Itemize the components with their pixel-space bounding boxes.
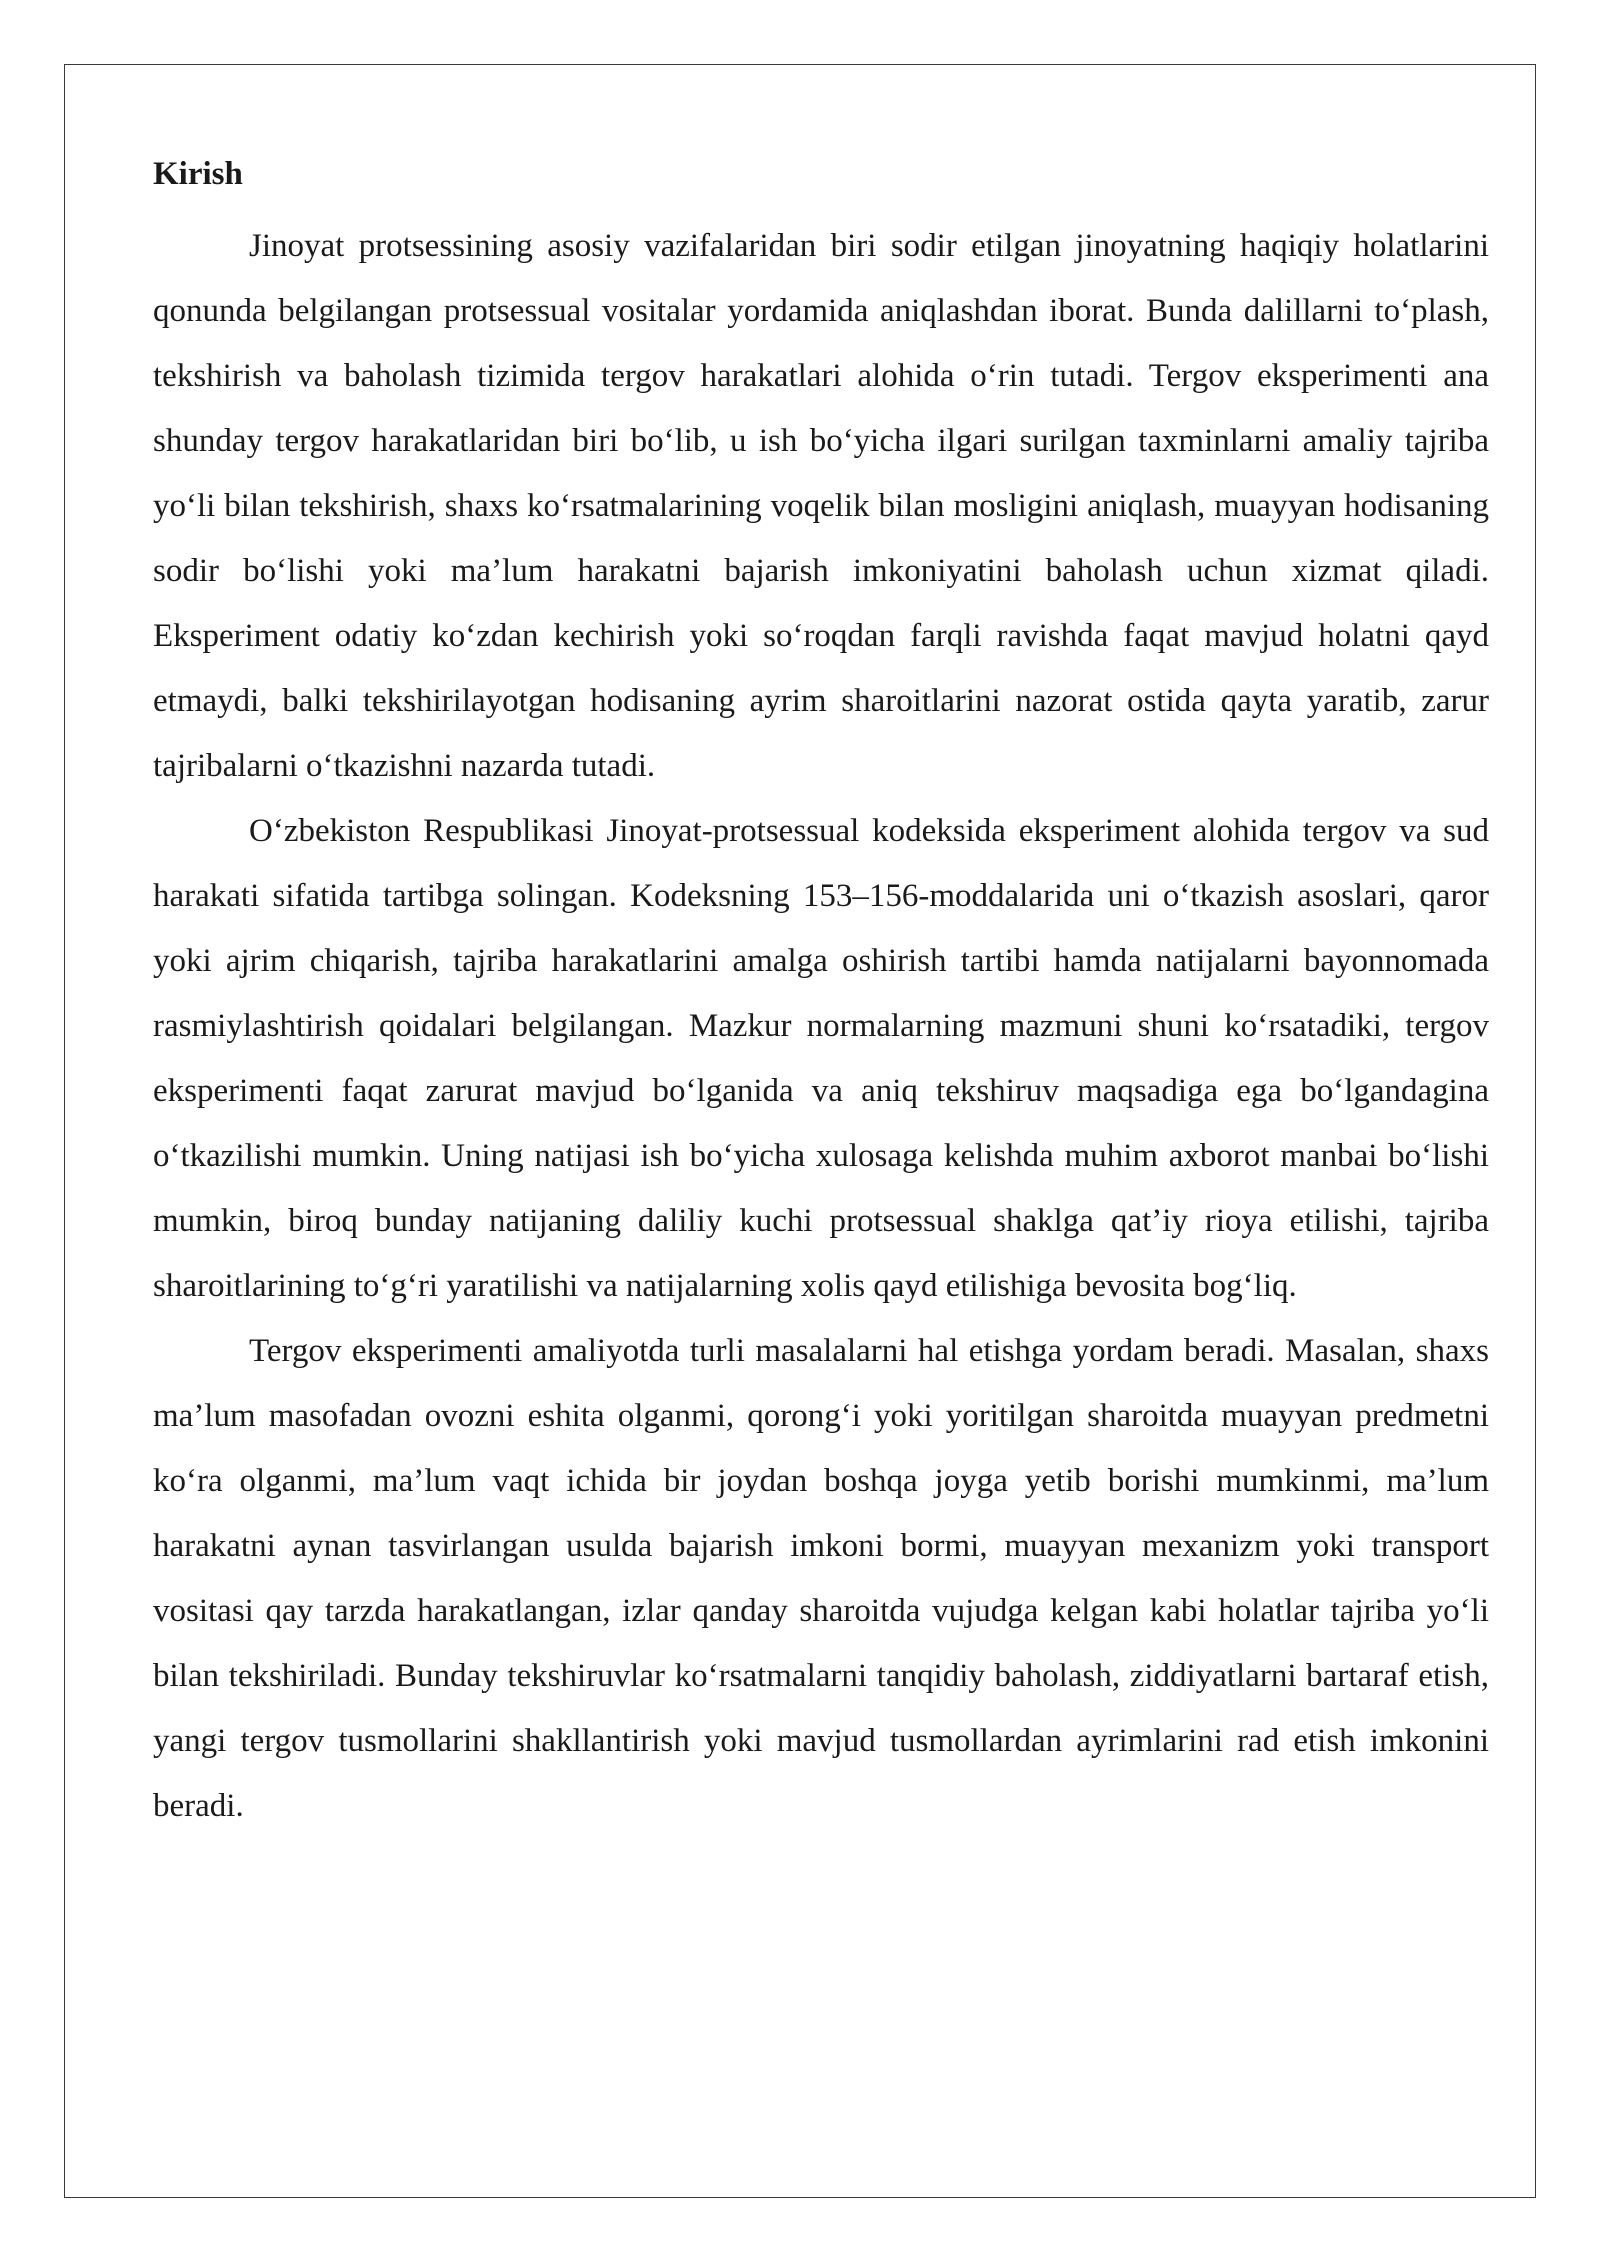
paragraph-2: O‘zbekiston Respublikasi Jinoyat-protsessual kodeksida eksperiment alohida tergov va sud harakati sifatida tartibga solingan. Kodeksning 153–156-moddalarida uni o‘tkazish asoslari, qaror yoki ajrim chiqarish, tajriba harakatlarini amalga oshirish tartibi hamda natijalarni bayonnomada rasmiylashtirish qoidalari belgilangan. Mazkur normalarning mazmuni shuni ko‘rsatadiki, tergov eksperimenti faqat zarurat mavjud bo‘lganida va aniq tekshiruv maqsadiga ega bo‘lgandagina o‘tkazilishi mumkin. Uning natijasi ish bo‘yicha xulosaga kelishda muhim axborot manbai bo‘lishi mumkin, biroq bunday natijaning daliliy kuchi protsessual shaklga qat’iy rioya etilishi, tajriba sharoitlarining to‘g‘ri yaratilishi va natijalarning xolis qayd etilishiga bevosita bog‘liq. bbox=[153, 813, 1489, 1304]
section-heading: Kirish bbox=[153, 156, 243, 192]
document-body bbox=[153, 148, 1489, 1839]
paragraph-3: Tergov eksperimenti amaliyotda turli masalalarni hal etishga yordam beradi. Masalan, shaxs ma’lum masofadan ovozni eshita olganmi, qorong‘i yoki yoritilgan sharoitda muayyan predmetni ko‘ra olganmi, ma’lum vaqt ichida bir joydan boshqa joyga yetib borishi mumkinmi, ma’lum harakatni aynan tasvirlangan usulda bajarish imkoni bormi, muayyan mexanizm yoki transport vositasi qay tarzda harakatlangan, izlar qanday sharoitda vujudga kelgan kabi holatlar tajriba yo‘li bilan tekshiriladi. Bunday tekshiruvlar ko‘rsatmalarni tanqidiy baholash, ziddiyatlarni bartaraf etish, yangi tergov tusmollarini shakllantirish yoki mavjud tusmollardan ayrimlarini rad etish imkonini beradi. bbox=[153, 1333, 1489, 1824]
paragraph-1: Jinoyat protsessining asosiy vazifalaridan biri sodir etilgan jinoyatning haqiqiy holatlarini qonunda belgilangan protsessual vositalar yordamida aniqlashdan iborat. Bunda dalillarni to‘plash, tekshirish va baholash tizimida tergov harakatlari alohida o‘rin tutadi. Tergov eksperimenti ana shunday tergov harakatlaridan biri bo‘lib, u ish bo‘yicha ilgari surilgan taxminlarni amaliy tajriba yo‘li bilan tekshirish, shaxs ko‘rsatmalarining voqelik bilan mosligini aniqlash, muayyan hodisaning sodir bo‘lishi yoki ma’lum harakatni bajarish imkoniyatini baholash uchun xizmat qiladi. Eksperiment odatiy ko‘zdan kechirish yoki so‘roqdan farqli ravishda faqat mavjud holatni qayd etmaydi, balki tekshirilayotgan hodisaning ayrim sharoitlarini nazorat ostida qayta yaratib, zarur tajribalarni o‘tkazishni nazarda tutadi. bbox=[153, 228, 1489, 784]
